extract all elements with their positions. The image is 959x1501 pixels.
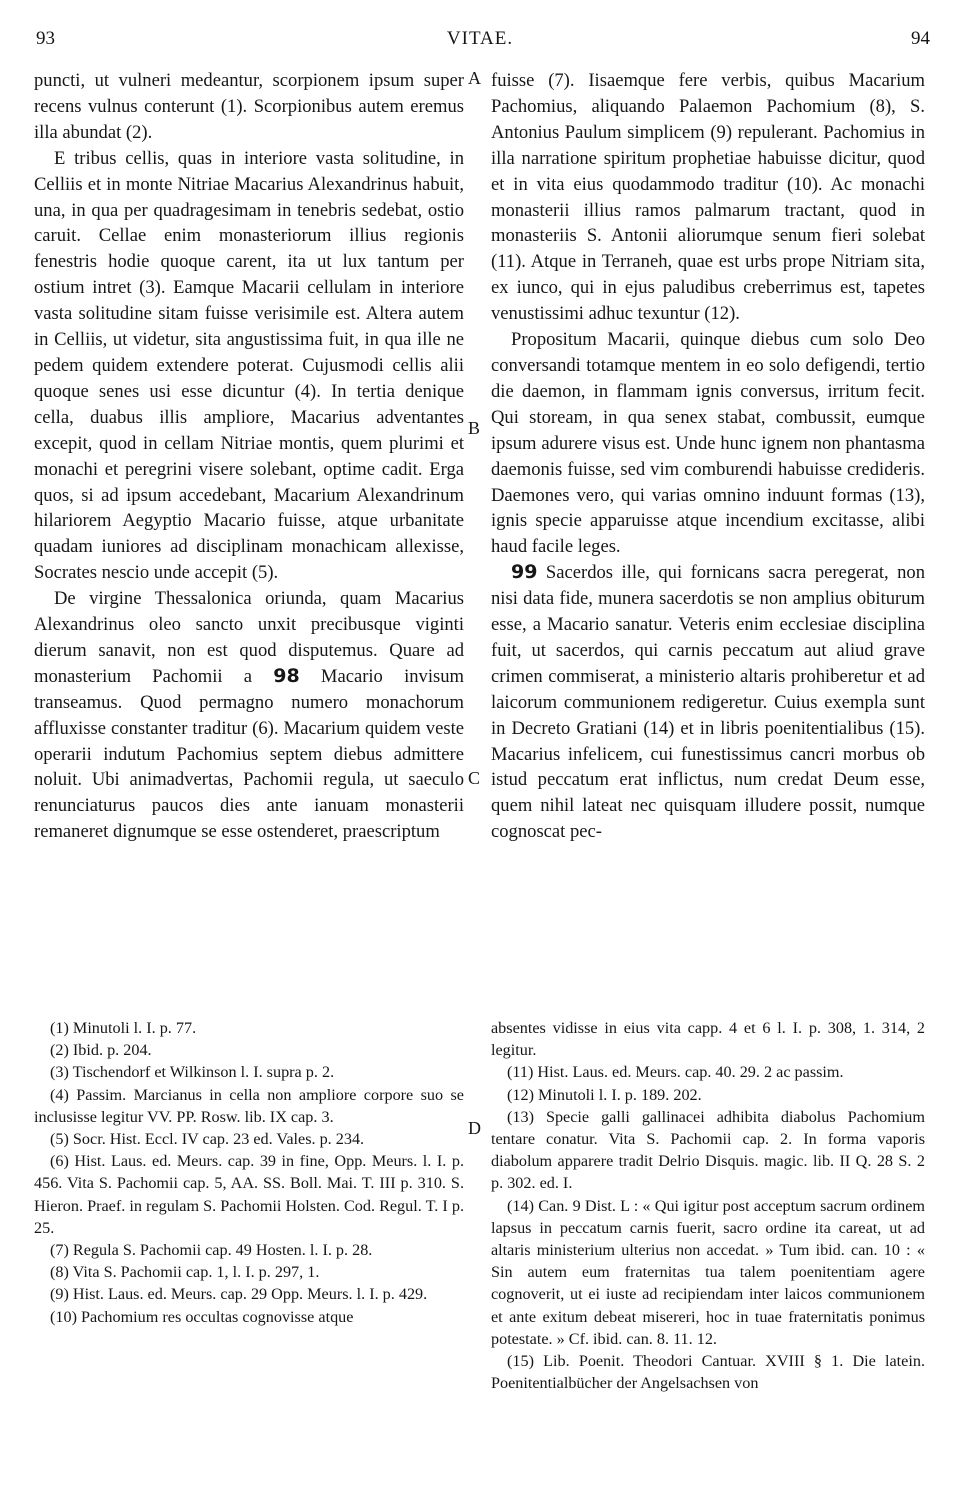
margin-letter-d: D xyxy=(468,1118,481,1138)
margin-letter-c: C xyxy=(468,768,481,788)
footnote: (3) Tischendorf et Wilkinson l. I. supra p. 2. xyxy=(50,1063,335,1082)
footnote: (10) Pachomium res occultas cognovisse atque xyxy=(50,1307,354,1326)
footnote: (4) Passim. Marcianus in cella non ampliore corpore suo se inclusisse legitur VV. PP. Rosw. lib. IX cap. 3. xyxy=(34,1085,464,1126)
paragraph xyxy=(34,586,464,845)
footnote: (6) Hist. Laus. ed. Meurs. cap. 39 in fine, Opp. Meurs. l. I. p. 456. Vita S. Pachomii cap. 5, AA. SS. Boll. Mai. T. III p. 310. S. Hieron. Praef. in regulam S. Pachomii Holsten. Cod. Regul. T. I p. 25. xyxy=(34,1152,464,1237)
right-text-column xyxy=(491,68,925,845)
footnote: (5) Socr. Hist. Eccl. IV cap. 23 ed. Vales. p. 234. xyxy=(50,1130,365,1149)
right-footnotes xyxy=(491,1017,925,1394)
paragraph-text: Macario invisum transeamus. Quod permagno numero monachorum affluxisse constanter traditur (6). Macarium quidem veste operarii indutum Pachomius septem diebus admittere noluit. Ubi animadvertas, Pachomii regula, ut saeculo renunciaturus paucos dies ante ianuam monasterii remaneret dignumque se esse ostenderet, praescriptum xyxy=(34,665,464,843)
page-number-left: 93 xyxy=(36,28,55,49)
section-number: 99 xyxy=(511,561,538,584)
page-number-right: 94 xyxy=(911,28,930,49)
margin-letter-b: B xyxy=(468,418,481,438)
footnote: (13) Specie galli gallinacei adhibita diabolus Pachomium tentare conatur. Vita S. Pachomii cap. 2. In forma vaporis diabolum apparere tradit Delrio Disquis. magic. lib. II Q. 28 S. 2 p. 302. ed. I. xyxy=(491,1107,925,1193)
footnote: (8) Vita S. Pachomii cap. 1, l. I. p. 297, 1. xyxy=(50,1263,320,1282)
footnote: (14) Can. 9 Dist. L : « Qui igitur post acceptum sacrum ordinem lapsus in peccatum carnis fuerit, sacro ordine ita careat, ut ad altaris ministerium ulterius non accedat. » Tum ibid. can. 10 : « Sin autem eum fraternitas tua talem poenitentiam agere cognoverit, ut ei iuste ad recipiendam inter laicos communionem et ante exitum debeat misereri, hoc in tuae fraternitatis ponimus potestate. » Cf. ibid. can. 8. 11. 12. xyxy=(491,1196,925,1348)
paragraph xyxy=(491,560,925,845)
margin-letter-a: A xyxy=(468,68,481,88)
paragraph: E tribus cellis, quas in interiore vasta solitudine, in Celliis et in monte Nitriae Macarius Alexandrinus habuit, una, in qua per quadragesimam in tenebris sedebat, ostio caruit. Cellae enim monasteriorum illius regionis fenestris hodie quoque carent, ita ut lux tantum per ostium intret (3). Eamque Macarii cellulam in interiore vasta solitudine sitam fuisse verisimile est. Altera autem in Celliis, ut videtur, sita angustissima fuit, in qua ille ne pedem quidem extendere poterat. Cujusmodi cellis alii quoque senes usi esse dicuntur (4). In tertia denique cella, duabus illis ampliore, Macarius adventantes excepit, quod in cellam Nitriae montis, quem plurimi et monachi et peregrini visere solebant, optime cadit. Erga quos, si ad ipsum accedebant, Macarium Alexandrinum hilariorem Aegyptio Macario fuisse, atque urbanitate quadam iuniores ad disciplinam monachicam allexisse, Socrates nescio unde accepit (5). xyxy=(34,147,464,584)
paragraph: puncti, ut vulneri medeantur, scorpionem ipsum super recens vulnus conterunt (1). Scorpionibus autem eremus illa abundat (2). xyxy=(34,70,464,143)
footnote: (7) Regula S. Pachomii cap. 49 Hosten. l. I. p. 28. xyxy=(50,1241,373,1260)
paragraph: fuisse (7). Iisaemque fere verbis, quibus Macarium Pachomius, aliquando Palaemon Pachomium (8), S. Antonius Paulum simplicem (9) repulerant. Pachomius in illa narratione spiritum prophetiae habuisse dicitur, quod et in vita eius quodammodo traditur (10). Ac monachi monasterii illius ramos palmarum tractant, quod in monasteriis S. Antonii aliorumque senum fieri solebat (11). Atque in Terraneh, quae est urbs prope Nitriam sita, ex iunco, qui in ejus paludibus creberrimus est, tapetes venustissimi adhuc texuntur (12). xyxy=(491,70,925,325)
paragraph: Propositum Macarii, quinque diebus cum solo Deo conversandi totamque mentem in eo solo defigendi, tertio die daemon, in flammam ignis conversus, irritum fecit. Qui stoream, in qua senex stabat, combussit, eumque ipsum adurere visus est. Unde hunc ignem non phantasma daemonis fuisse, sed vim comburendi habuisse credideris. Daemones vero, qui varias omnino induunt formas (13), ignis specie apparuisse atque incendium excitasse, alibi haud facile leges. xyxy=(491,329,925,558)
paragraph-text: De virgine Thessalonica oriunda, quam Macarius Alexandrinus oleo sancto unxit precibusque viginti dierum sanavit, non est quod disputemus. Quare ad monasterium Pachomii a xyxy=(34,588,464,687)
paragraph-text: Sacerdos ille, qui fornicans sacra peregerat, non nisi data fide, munera sacerdotis se non amplius obiturum esse, a Macario sanatur. Veteris enim ecclesiae disciplina fuit, ut sacerdos, qui carnis peccatum aut aliud grave crimen commiserat, a ministerio altaris prohiberetur et ad laicorum communionem redigeretur. Cuius exempla sunt in Decreto Gratiani (14) et in libris poenitentialibus (15). Macarius infelicem, cui funestissimus cancri morbus ob istud peccatum erat inflictus, num credat Deum esse, quem nihil lateat nec quisquam illudere possit, numque cognoscat pec- xyxy=(491,562,926,843)
left-footnotes xyxy=(34,1017,464,1328)
footnote: (9) Hist. Laus. ed. Meurs. cap. 29 Opp. Meurs. l. I. p. 429. xyxy=(50,1285,428,1304)
footnote: (1) Minutoli l. I. p. 77. xyxy=(50,1019,197,1037)
footnote: absentes vidisse in eius vita capp. 4 et 6 l. I. p. 308, 1. 314, 2 legitur. xyxy=(491,1019,925,1060)
footnote: (11) Hist. Laus. ed. Meurs. cap. 40. 29. 2 ac passim. xyxy=(507,1063,844,1082)
section-number: 98 xyxy=(273,664,300,687)
footnote: (2) Ibid. p. 204. xyxy=(50,1041,152,1060)
footnote: (12) Minutoli l. I. p. 189. 202. xyxy=(507,1085,702,1104)
running-title: VITAE. xyxy=(446,28,514,49)
running-header xyxy=(30,28,930,58)
footnote: (15) Lib. Poenit. Theodori Cantuar. XVIII § 1. Die latein. Poenitentialbücher der Angelsachsen von xyxy=(491,1352,925,1393)
left-text-column xyxy=(34,68,464,845)
